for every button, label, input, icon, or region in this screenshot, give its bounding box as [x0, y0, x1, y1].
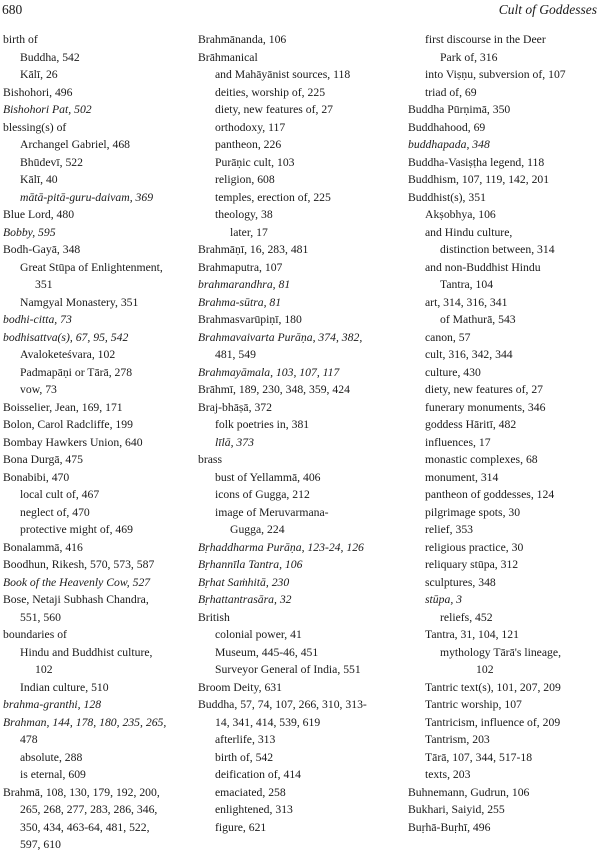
index-entry: British — [198, 610, 230, 624]
index-entry: brahmarandhra, 81 — [198, 278, 291, 291]
index-entry: diety, new features of, 27 — [215, 103, 334, 116]
index-entry: goddess Hāritī, 482 — [425, 418, 517, 431]
index-entry: Indian culture, 510 — [20, 680, 109, 694]
index-entry: Buddhist(s), 351 — [408, 190, 486, 204]
index-entry: Tantra, 31, 104, 121 — [425, 628, 519, 641]
index-entry: Tantra, 104 — [440, 278, 494, 291]
index-entry: Buddha-Vasiṣṭha legend, 118 — [408, 155, 545, 169]
index-entry: Bonalammā, 416 — [3, 540, 83, 554]
index-entry: birth of, 542 — [215, 750, 274, 764]
page-number: 680 — [2, 2, 23, 17]
index-entry: local cult of, 467 — [20, 488, 100, 501]
index-entry: Bṛhat Saṁhitā, 230 — [198, 575, 290, 589]
index-entry: and Hindu culture, — [425, 225, 513, 239]
index-entry: Brahmavaivarta Purāṇa, 374, 382, — [198, 330, 363, 344]
index-entry: image of Meruvarmana- — [215, 505, 329, 519]
index-entry: orthodoxy, 117 — [215, 120, 286, 134]
index-column-3 — [408, 31, 600, 836]
index-entry: Tantric worship, 107 — [425, 698, 522, 711]
index-entry: enlightened, 313 — [215, 803, 293, 816]
index-entry: reliefs, 452 — [440, 610, 493, 624]
index-entry: bodhi-citta, 73 — [3, 313, 72, 326]
index-entry: Museum, 445-46, 451 — [215, 645, 319, 659]
index-entry: funerary monuments, 346 — [425, 400, 546, 414]
index-entry: later, 17 — [230, 225, 268, 239]
index-entry: monastic complexes, 68 — [425, 453, 538, 466]
index-entry: Surveyor General of India, 551 — [215, 663, 361, 676]
index-entry: religious practice, 30 — [425, 540, 524, 554]
index-entry: bust of Yellammā, 406 — [215, 470, 321, 484]
index-entry: vow, 73 — [20, 383, 57, 396]
index-entry: Hindu and Buddhist culture, — [20, 645, 153, 659]
index-entry: Kālī, 40 — [20, 173, 58, 186]
index-entry: 478 — [20, 733, 38, 746]
index-entry: Tantricism, influence of, 209 — [425, 715, 561, 729]
index-entry: brahma-granthi, 128 — [3, 698, 102, 711]
index-entry: līlā, 373 — [215, 435, 254, 449]
index-entry: Tantrism, 203 — [425, 733, 490, 746]
index-entry: figure, 621 — [215, 820, 267, 834]
index-entry: mythology Tārā's lineage, — [440, 645, 562, 659]
running-head: Cult of Goddesses — [498, 2, 597, 17]
index-entry: Brāhmī, 189, 230, 348, 359, 424 — [198, 383, 350, 396]
index-entry: Akṣobhya, 106 — [425, 208, 496, 221]
index-entry: Bishohori, 496 — [3, 85, 73, 99]
index-entry: religion, 608 — [215, 173, 275, 186]
index-entry: Archangel Gabriel, 468 — [20, 138, 131, 151]
index-entry: Brahman, 144, 178, 180, 235, 265, — [3, 715, 167, 729]
index-entry: blessing(s) of — [3, 120, 67, 134]
index-entry: neglect of, 470 — [20, 505, 90, 519]
index-entry: Bṛhannīla Tantra, 106 — [198, 558, 303, 571]
index-entry: 102 — [476, 663, 494, 676]
index-entry: Great Stūpa of Enlightenment, — [20, 260, 163, 274]
index-entry: Brahma-sūtra, 81 — [198, 295, 282, 309]
index-column-1 — [3, 31, 195, 854]
index-entry: deification of, 414 — [215, 768, 302, 781]
index-entry: art, 314, 316, 341 — [425, 295, 508, 309]
index-entry: Buddha Pūrṇimā, 350 — [408, 103, 511, 116]
index-entry: stūpa, 3 — [425, 593, 463, 606]
index-entry: deities, worship of, 225 — [215, 85, 326, 99]
index-entry: 102 — [35, 663, 53, 676]
index-entry: Tārā, 107, 344, 517-18 — [425, 750, 533, 764]
index-entry: emaciated, 258 — [215, 785, 286, 799]
index-entry: Bose, Netaji Subhash Chandra, — [3, 593, 149, 606]
index-entry: mātā-pitā-guru-daivam, 369 — [20, 190, 154, 204]
index-entry: culture, 430 — [425, 365, 481, 379]
index-entry: Bodh-Gayā, 348 — [3, 243, 81, 256]
index-entry: Kālī, 26 — [20, 68, 58, 81]
index-entry: Boisselier, Jean, 169, 171 — [3, 400, 123, 414]
index-entry: texts, 203 — [425, 768, 471, 781]
index-entry: Bona Durgā, 475 — [3, 453, 83, 466]
index-entry: Purāṇic cult, 103 — [215, 155, 295, 169]
index-entry: and non-Buddhist Hindu — [425, 260, 541, 274]
index-entry: Bobby, 595 — [3, 225, 56, 239]
index-entry: pantheon of goddesses, 124 — [425, 488, 555, 501]
index-entry: 597, 610 — [20, 838, 61, 851]
index-entry: Broom Deity, 631 — [198, 680, 282, 694]
index-entry: cult, 316, 342, 344 — [425, 348, 513, 361]
index-entry: folk poetries in, 381 — [215, 418, 310, 431]
index-entry: Brahmayāmala, 103, 107, 117 — [198, 365, 340, 379]
index-entry: Brāhmanical — [198, 50, 258, 64]
index-entry: Boodhun, Rikesh, 570, 573, 587 — [3, 558, 155, 571]
index-entry: influences, 17 — [425, 435, 491, 449]
index-entry: pantheon, 226 — [215, 138, 282, 151]
index-entry: Brahmā, 108, 130, 179, 192, 200, — [3, 785, 160, 799]
index-entry: 350, 434, 463-64, 481, 522, — [20, 820, 150, 834]
index-entry: birth of — [3, 33, 38, 46]
index-entry: and Mahāyānist sources, 118 — [215, 68, 351, 81]
index-entry: theology, 38 — [215, 208, 273, 221]
index-entry: Bishohori Pat, 502 — [3, 103, 92, 116]
index-entry: Book of the Heavenly Cow, 527 — [3, 575, 151, 589]
index-entry: Buddhahood, 69 — [408, 120, 486, 134]
index-entry: Blue Lord, 480 — [3, 208, 75, 221]
index-entry: Bṛhattantrasāra, 32 — [198, 593, 292, 606]
index-entry: Braj-bhāṣā, 372 — [198, 400, 272, 414]
index-entry: Bombay Hawkers Union, 640 — [3, 435, 143, 449]
index-entry: monument, 314 — [425, 470, 499, 484]
index-entry: Bonabibi, 470 — [3, 470, 70, 484]
index-entry: absolute, 288 — [20, 750, 83, 764]
index-entry: Padmapāṇi or Tārā, 278 — [20, 365, 133, 379]
index-entry: Buṛhā-Buṛhī, 496 — [408, 820, 491, 834]
index-entry: canon, 57 — [425, 330, 471, 344]
index-entry: 551, 560 — [20, 610, 61, 624]
index-entry: Brahmaputra, 107 — [198, 260, 283, 274]
index-entry: Buddha, 542 — [20, 50, 80, 64]
index-entry: 14, 341, 414, 539, 619 — [215, 715, 321, 729]
index-entry: reliquary stūpa, 312 — [425, 558, 519, 571]
index-entry: relief, 353 — [425, 523, 474, 536]
index-entry: temples, erection of, 225 — [215, 190, 331, 204]
index-entry: colonial power, 41 — [215, 628, 302, 641]
index-entry: brass — [198, 453, 223, 466]
index-entry: of Mathurā, 543 — [440, 313, 516, 326]
index-entry: pilgrimage spots, 30 — [425, 505, 521, 519]
index-entry: protective might of, 469 — [20, 523, 133, 536]
index-column-2 — [198, 31, 402, 836]
index-entry: Bolon, Carol Radcliffe, 199 — [3, 418, 133, 431]
index-entry: Avaloketeśvara, 102 — [20, 348, 116, 361]
index-entry: 351 — [35, 278, 53, 291]
index-entry: Tantric text(s), 101, 207, 209 — [425, 680, 561, 694]
index-entry: distinction between, 314 — [440, 243, 555, 256]
index-entry: Buhnemann, Gudrun, 106 — [408, 785, 530, 799]
index-entry: boundaries of — [3, 628, 67, 641]
index-entry: 481, 549 — [215, 348, 256, 361]
index-entry: Buddhism, 107, 119, 142, 201 — [408, 173, 550, 186]
index-entry: Park of, 316 — [440, 50, 498, 64]
index-entry: Gugga, 224 — [230, 523, 285, 536]
index-entry: icons of Gugga, 212 — [215, 488, 310, 501]
index-entry: Bhūdevī, 522 — [20, 155, 83, 169]
index-entry: diety, new features of, 27 — [425, 383, 544, 396]
index-entry: 265, 268, 277, 283, 286, 346, — [20, 803, 158, 816]
index-entry: Namgyal Monastery, 351 — [20, 295, 139, 309]
index-entry: Bṛhaddharma Purāṇa, 123-24, 126 — [198, 540, 364, 554]
index-entry: Brahmasvarūpiṇī, 180 — [198, 313, 302, 326]
index-entry: triad of, 69 — [425, 85, 477, 99]
index-entry: is eternal, 609 — [20, 768, 86, 781]
index-entry: Buddha, 57, 74, 107, 266, 310, 313- — [198, 698, 367, 711]
index-entry: buddhapada, 348 — [408, 138, 490, 151]
index-entry: sculptures, 348 — [425, 575, 496, 589]
index-entry: Brahmāṇī, 16, 283, 481 — [198, 243, 309, 256]
index-entry: Bukhari, Saiyid, 255 — [408, 803, 505, 816]
index-entry: Brahmānanda, 106 — [198, 33, 287, 46]
index-entry: first discourse in the Deer — [425, 33, 546, 46]
index-entry: into Viṣṇu, subversion of, 107 — [425, 68, 566, 81]
index-entry: bodhisattva(s), 67, 95, 542 — [3, 330, 129, 344]
index-entry: afterlife, 313 — [215, 733, 276, 746]
